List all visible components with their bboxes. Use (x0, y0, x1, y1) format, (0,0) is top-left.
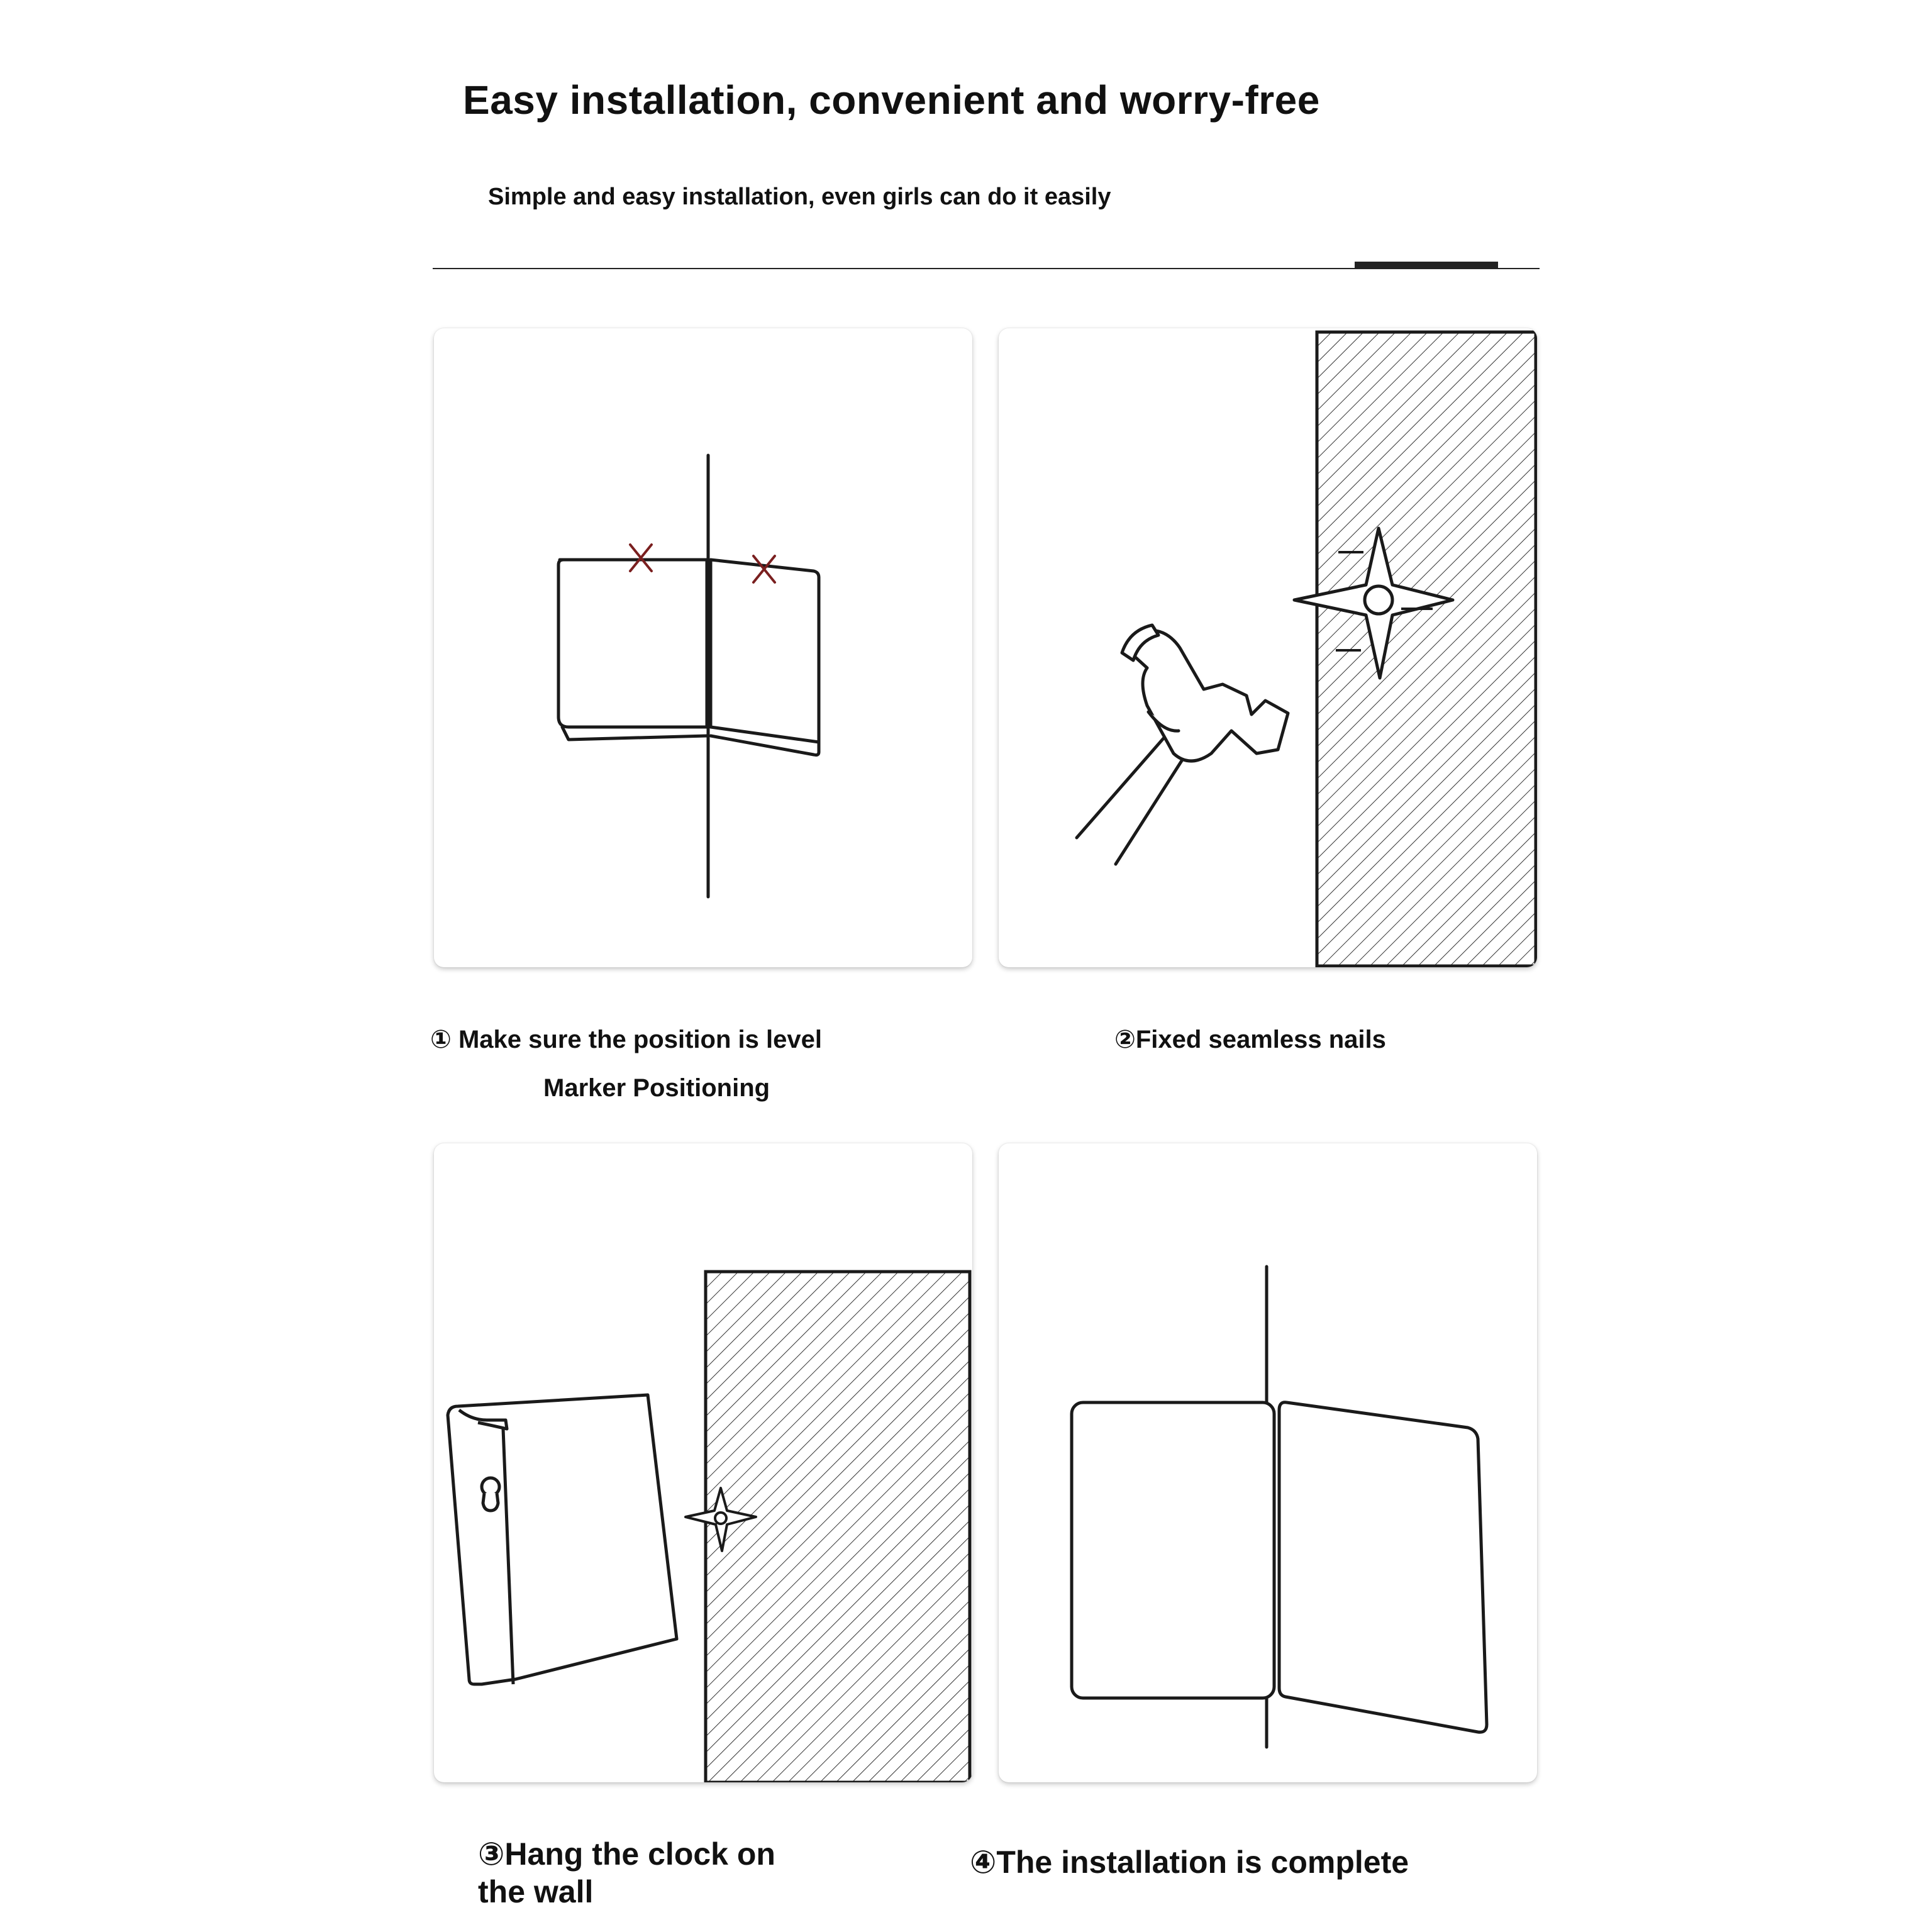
clock-panel-right (1279, 1402, 1487, 1733)
step-3-caption-line-1: ③Hang the clock on (478, 1836, 775, 1872)
clock-panel-left (1072, 1402, 1274, 1698)
step-1-subcaption: Marker Positioning (543, 1074, 770, 1102)
clock-panel-right (711, 560, 819, 742)
page-title: Easy installation, convenient and worry-free (463, 77, 1320, 123)
clock-panel-back (448, 1395, 677, 1684)
step-4-caption: ④The installation is complete (970, 1845, 1409, 1880)
page-subtitle: Simple and easy installation, even girls can do it easily (488, 184, 1111, 210)
step-3-caption-line-2: the wall (478, 1874, 594, 1909)
step-3-caption (478, 1835, 775, 1911)
clock-panel-left (558, 560, 707, 727)
header-divider-accent (1355, 262, 1498, 268)
step-2-illustration (999, 328, 1537, 967)
step-1-illustration (434, 328, 972, 967)
step-3-illustration (434, 1143, 972, 1782)
step-4-illustration (999, 1143, 1537, 1782)
hammer-icon (1077, 625, 1288, 864)
step-1-caption: ① Make sure the position is level (430, 1026, 822, 1053)
step-2-caption: ②Fixed seamless nails (1114, 1026, 1386, 1053)
keyhole-icon (482, 1478, 499, 1511)
header-divider (433, 268, 1540, 269)
wall (706, 1272, 970, 1782)
